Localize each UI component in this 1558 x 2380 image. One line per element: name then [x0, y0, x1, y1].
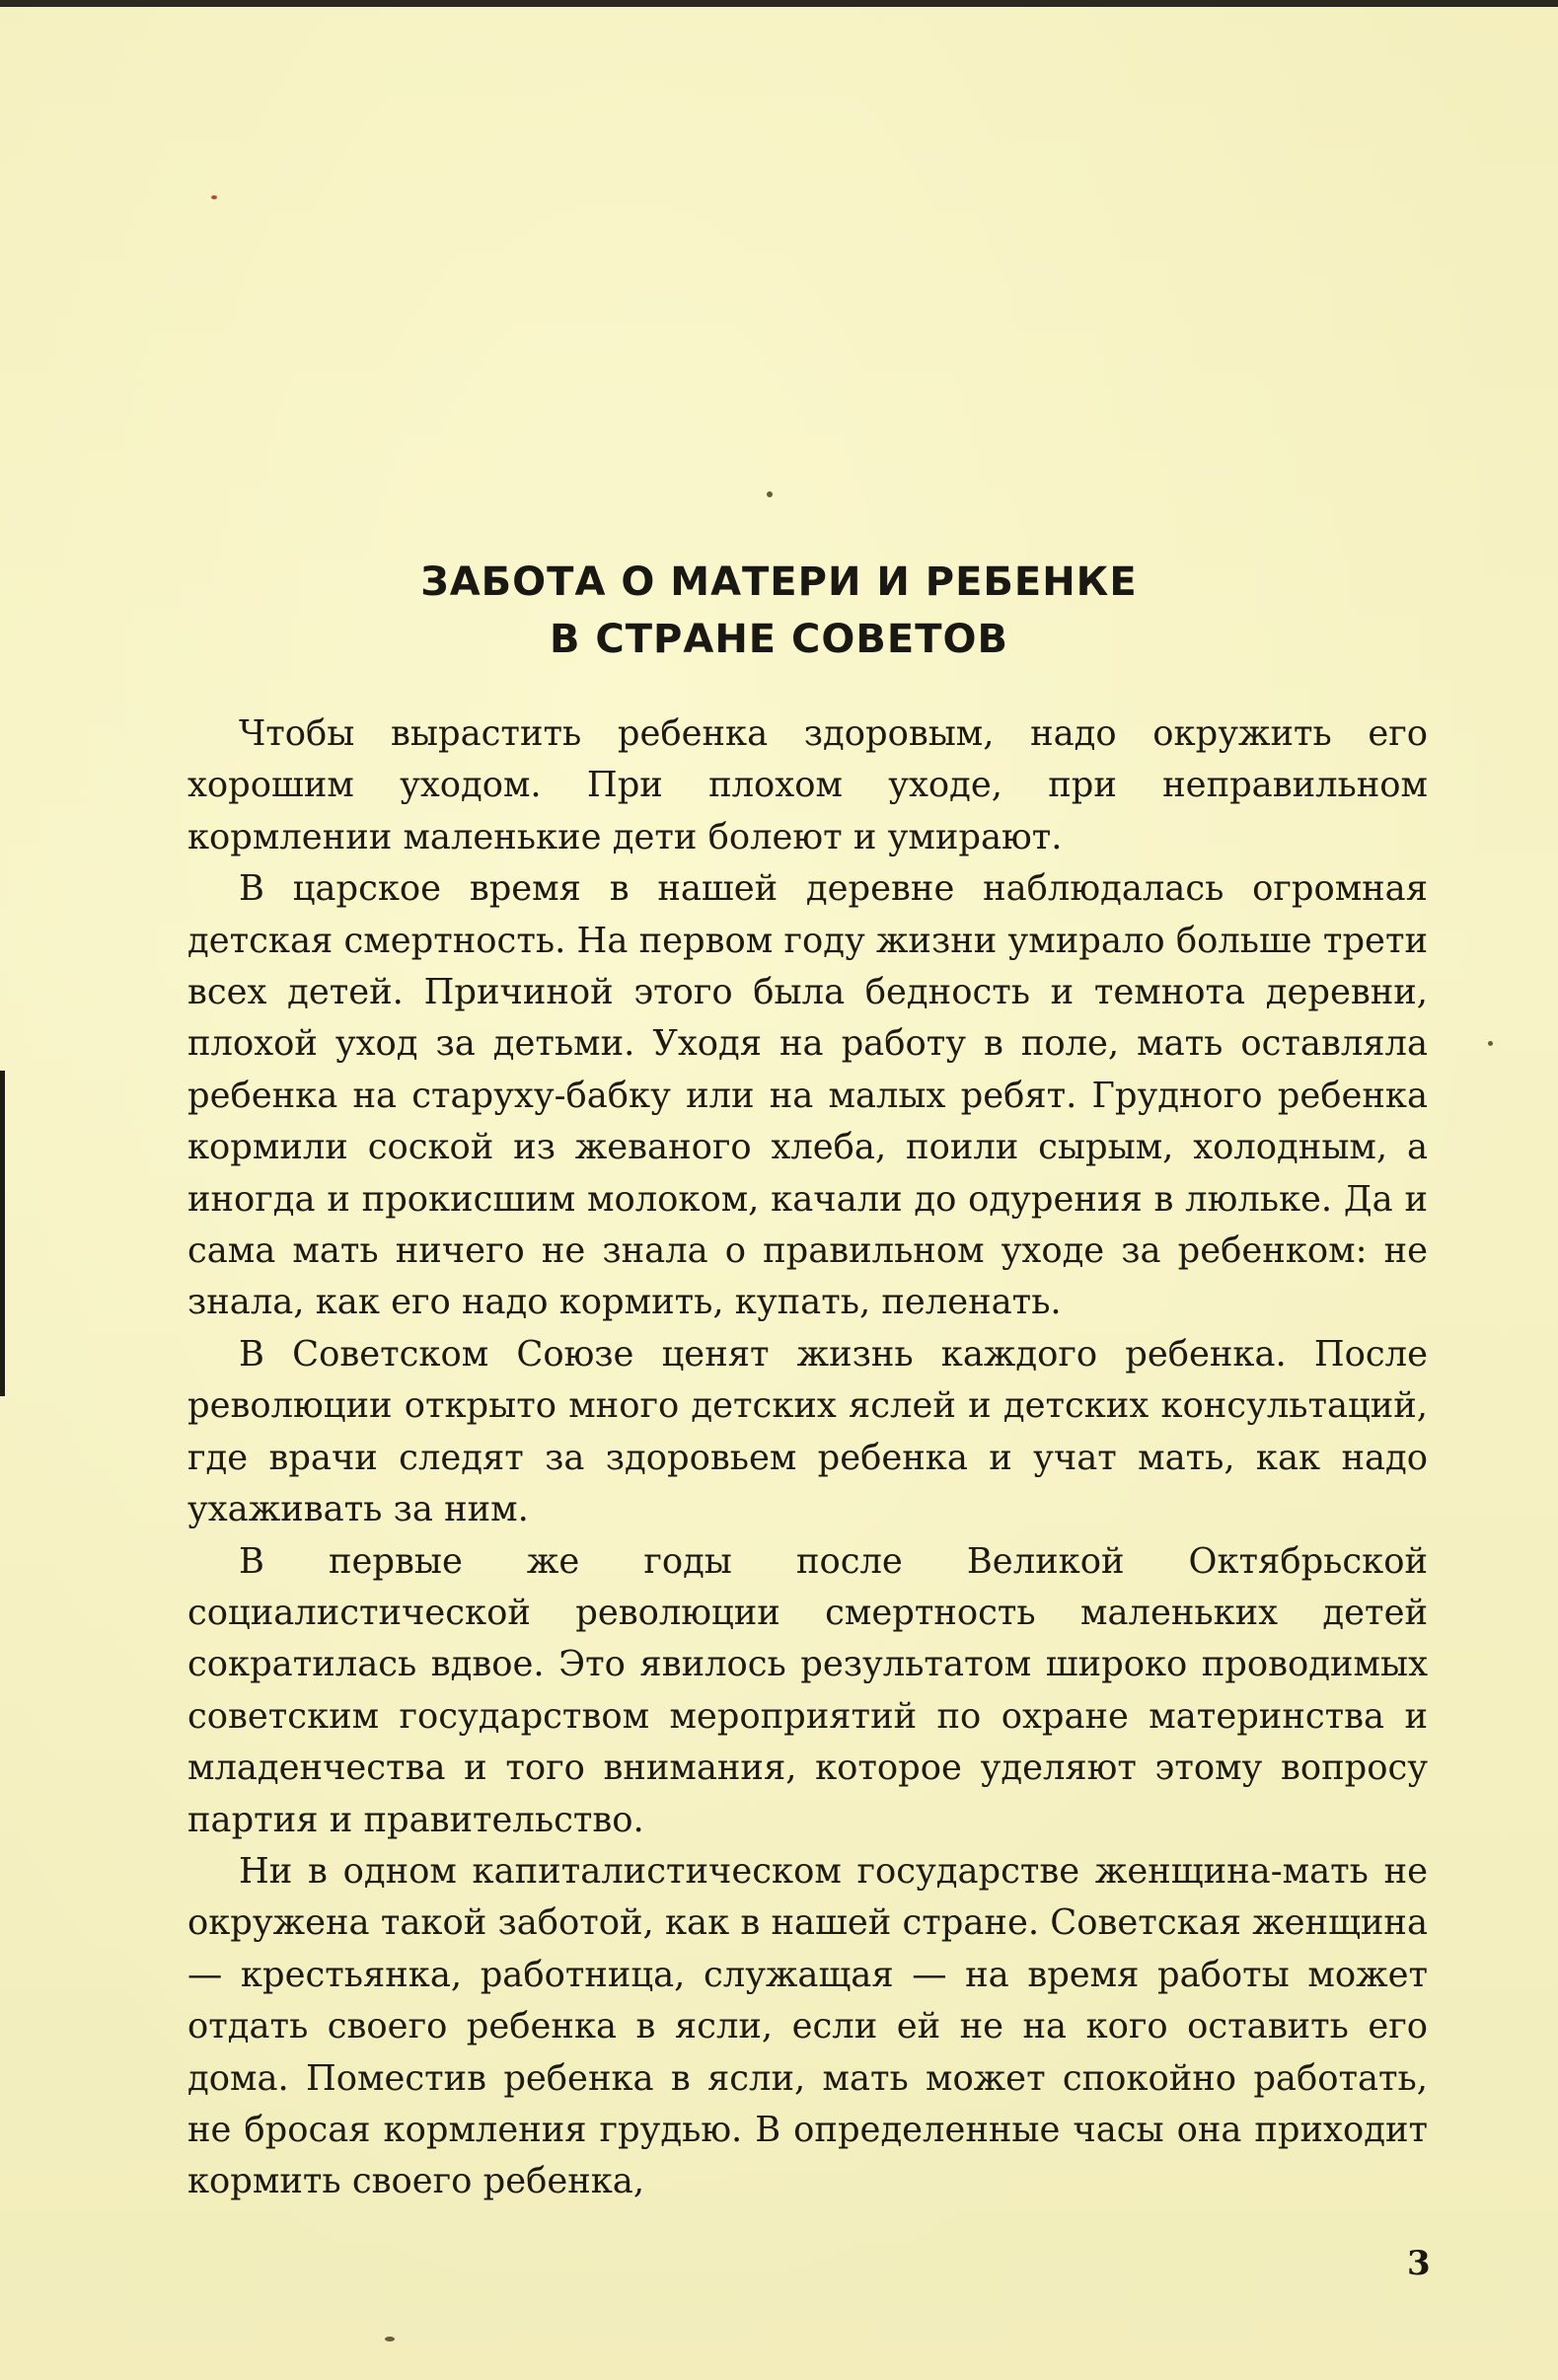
paragraph-2: В царское время в нашей деревне наблюдалась огромная детская смертность. На первом году жизни умирало больше трети всех детей. Причиной этого была бедность и темнота деревни, плохой уход за детьми. Уходя на работу в поле, мать оставляла ребенка на старуху-бабку или на малых ребят. Грудного ребенка кормили соской из жеваного хлеба, поили сырым, холодным, а иногда и прокисшим молоком, качали до одурения в люльке. Да и сама мать ничего не знала о правильном уходе за ребенком: не знала, как его надо кормить, купать, пеленать.	[187, 868, 1428, 1323]
page-number: 3	[1407, 2244, 1431, 2283]
paper-speck	[767, 491, 773, 497]
paragraph-5: Ни в одном капиталистическом государстве женщина-мать не окружена такой заботой, как в нашей стране. Советская женщина — крестьянка, работница, служащая — на время работы может отдать своего ребенка в ясли, если ей не на кого оставить его дома. Поместив ребенка в ясли, мать может спокойно работать, не бросая кормления грудью. В определенные часы она приходит кормить своего ребенка,	[187, 1850, 1428, 2202]
paper-speck	[211, 195, 217, 199]
paragraph-3: В Советском Союзе ценят жизнь каждого ребенка. После революции открыто много детских яслей и детских консультаций, где врачи следят за здоровьем ребенка и учат мать, как надо ухаживать за ним.	[187, 1333, 1428, 1530]
page-top-edge	[0, 0, 1558, 7]
article-body	[187, 708, 1428, 2208]
paragraph-4: В первые же годы после Великой Октябрьской социалистической революции смертность маленьких детей сократилась вдвое. Это явилось результатом широко проводимых советским государством мероприятий по охране материнства и младенчества и того внимания, которое уделяют этому вопросу партия и правительство.	[187, 1540, 1428, 1840]
paragraph-1: Чтобы вырастить ребенка здоровым, надо окружить его хорошим уходом. При плохом уходе, при неправильном кормлении маленькие дети болеют и умирают.	[187, 713, 1428, 857]
page-title-line-1: ЗАБОТА О МАТЕРИ И РЕБЕНКЕ	[420, 559, 1138, 605]
paper-speck	[385, 2337, 395, 2342]
paper-speck	[1488, 1041, 1493, 1046]
page-binding-mark	[0, 1071, 5, 1396]
page-title-line-2: В СТРАНЕ СОВЕТОВ	[549, 617, 1008, 662]
